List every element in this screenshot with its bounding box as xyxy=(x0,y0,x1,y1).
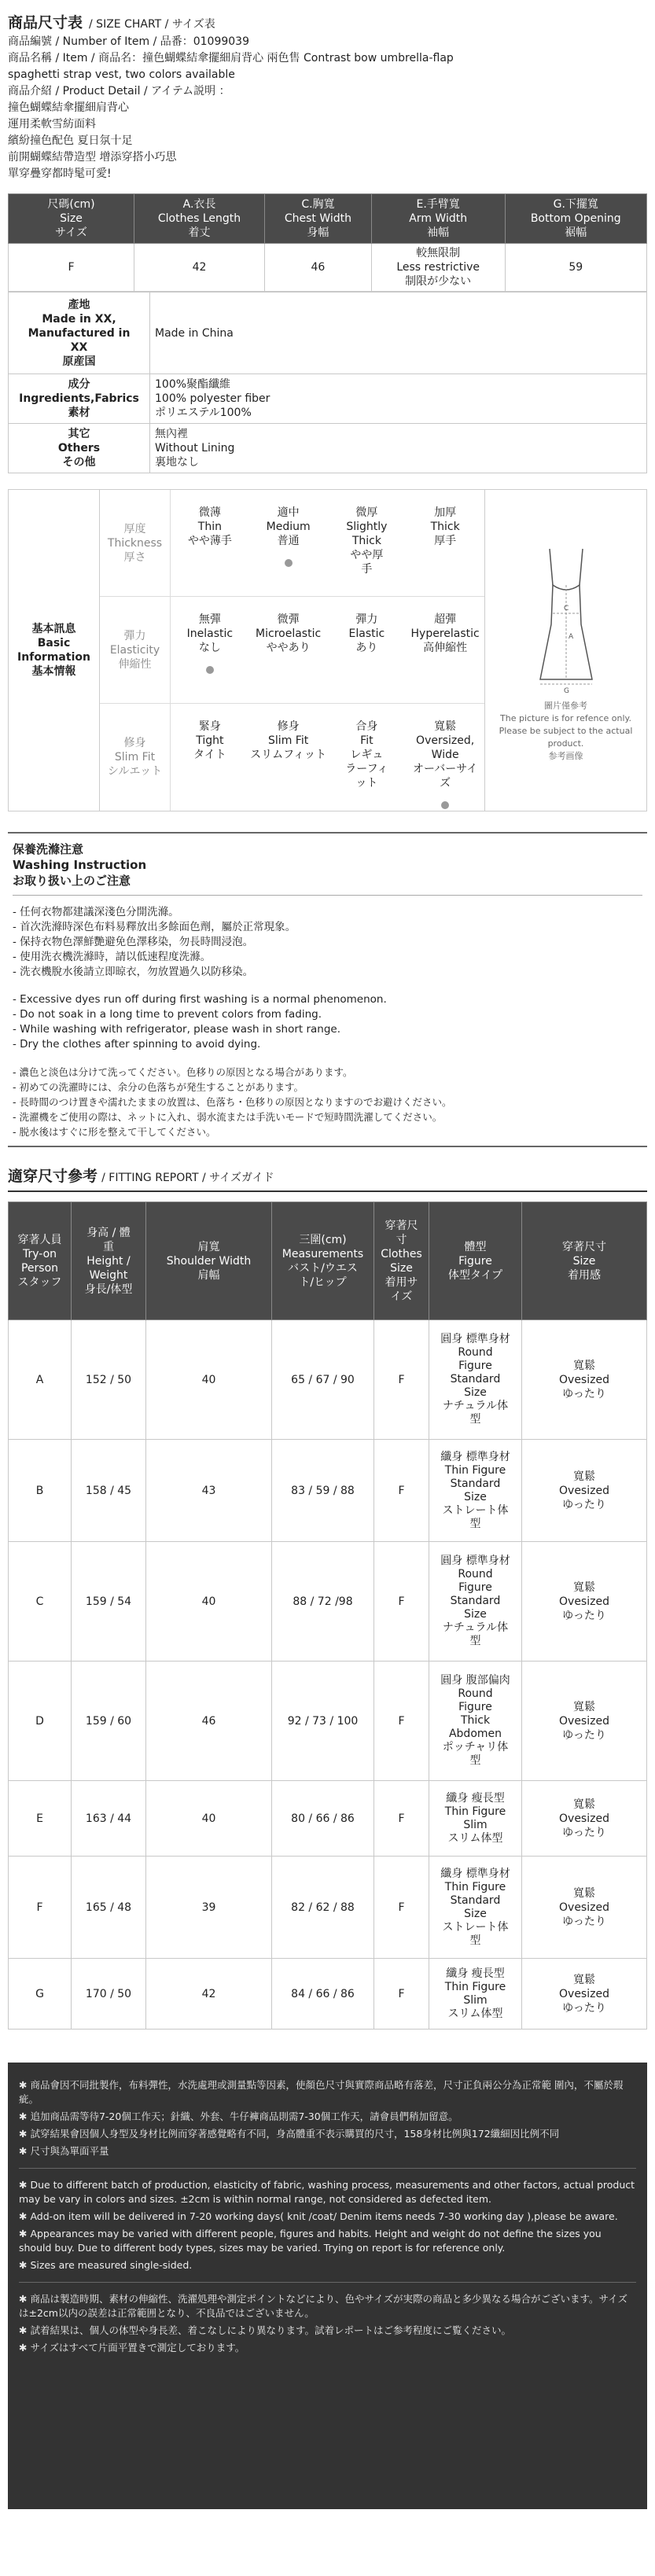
figure-cell: 纖身 標準身材 Thin Figure Standard Size ストレート体 型 xyxy=(429,1440,522,1542)
fit-cell: 寬鬆 Ovesized ゆったり xyxy=(522,1959,647,2030)
info-line: 運用柔軟雪紡面料 xyxy=(8,118,96,131)
other-label: 其它 Others その他 xyxy=(9,424,150,473)
material-value: 100%聚酯纖維 100% polyester fiber ポリエステル100% xyxy=(150,374,647,424)
material-row xyxy=(9,374,647,424)
fitting-subtitle: / FITTING REPORT / サイズガイド xyxy=(101,1172,274,1184)
measure-letter-a: A xyxy=(568,633,573,641)
shoulder-cell: 42 xyxy=(146,1959,272,2030)
info-line: 前開蝴蝶結帶造型 增添穿搭小巧思 xyxy=(8,151,177,164)
thickness-medium: 適中 Medium 普通 xyxy=(249,490,328,597)
hw-cell: 165 / 48 xyxy=(72,1857,146,1959)
elasticity-label: 彈力 Elasticity 伸縮性 xyxy=(100,597,171,704)
notes-zh: ✱ 商品會因不同批製作，布料彈性，水洗處理或測量點等因素，使顏色尺寸與實際商品略有落差，尺寸正負兩公分為正常範 圍內，不屬於瑕疵。 ✱ 追加商品需等待7-20個工作天；針織、外套、牛仔褲商品則需7-30個工作天，請會員們稍加留意。 ✱ 試穿結果會因個人身型及身材比例而穿著感覺略有不同，身高體重不表示購買的尺寸，158身材比例與172纖細因比例不同 ✱ 尺寸與為單面平量 xyxy=(19,2069,636,2169)
size-cell: F xyxy=(374,1662,429,1781)
fitting-heading xyxy=(8,1165,647,1192)
figure-cell: 纖身 標準身材 Thin Figure Standard Size ストレート体 型 xyxy=(429,1857,522,1959)
table-row xyxy=(9,244,647,292)
selected-dot-icon xyxy=(441,801,449,809)
shoulder-cell: 46 xyxy=(146,1662,272,1781)
meas-cell: 88 / 72 /98 xyxy=(272,1542,374,1662)
elasticity-inelastic: 無彈 Inelastic なし xyxy=(171,597,249,704)
measure-letter-c: C xyxy=(563,605,569,613)
size-cell: F xyxy=(374,1440,429,1542)
basic-info-label: 基本訊息 Basic Information 基本情報 xyxy=(9,490,100,811)
basic-info-panel xyxy=(8,489,647,811)
fit-cell: 寬鬆 Ovesized ゆったり xyxy=(522,1440,647,1542)
size-table-header xyxy=(9,194,647,244)
selected-dot-icon xyxy=(206,666,214,674)
shoulder-cell: 39 xyxy=(146,1857,272,1959)
table-row xyxy=(9,1440,647,1542)
info-line: spaghetti strap vest, two colors available xyxy=(8,68,235,81)
meta-table xyxy=(8,292,647,473)
size-value: F xyxy=(9,244,134,292)
person-cell: G xyxy=(9,1959,72,2030)
info-line: 商品編號 / Number of Item / 品番：01099039 xyxy=(8,35,249,48)
fit-tight: 緊身 Tight タイト xyxy=(193,720,226,761)
col-bottom: G.下擺寬 Bottom Opening 裾幅 xyxy=(505,194,647,244)
meas-cell: 83 / 59 / 88 xyxy=(272,1440,374,1542)
fit-cell: 寬鬆 Ovesized ゆったり xyxy=(522,1781,647,1857)
size-table xyxy=(8,193,647,292)
origin-value: Made in China xyxy=(150,293,647,374)
figure-cell: 纖身 瘦長型 Thin Figure Slim スリム体型 xyxy=(429,1959,522,2030)
fit-label: 修身 Slim Fit シルエット xyxy=(100,704,171,811)
fit-cell: 寬鬆 Ovesized ゆったり xyxy=(522,1857,647,1959)
col-shoulder: 肩寬 Shoulder Width 肩幅 xyxy=(146,1202,272,1320)
selected-dot-icon xyxy=(285,559,293,567)
table-row xyxy=(9,1857,647,1959)
col-person: 穿著人員 Try-on Person スタッフ xyxy=(9,1202,72,1320)
origin-row xyxy=(9,293,647,374)
shoulder-cell: 43 xyxy=(146,1440,272,1542)
person-cell: B xyxy=(9,1440,72,1542)
notes-en: ✱ Due to different batch of production, elasticity of fabric, washing process, measurements and other factors, actual product may be vary in colors and sizes. ±2cm is within normal range, not considered as defected item. ✱ Add-on item will be delivered in 7-20 working days( knit /coat/ Denim items needs 7-30 working day ),please be aware. ✱ Appearances may be varied with different people, figures and habits. Height and weight do not define the sizes you should buy. Due to different body types, sizes may be varied. Trying on report is for reference only. ✱ Sizes are measured single-sided. xyxy=(19,2169,636,2283)
shoulder-cell: 40 xyxy=(146,1320,272,1440)
shoulder-cell: 40 xyxy=(146,1781,272,1857)
notes-panel xyxy=(8,2063,647,2509)
elasticity-hyper: 超彈 Hyperelastic 高伸縮性 xyxy=(406,597,484,704)
material-label: 成分 Ingredients,Fabrics 素材 xyxy=(9,374,150,424)
fit-slim: 修身 Slim Fit スリムフィット xyxy=(250,720,327,761)
tank-dress-icon xyxy=(523,538,609,695)
table-row xyxy=(9,1781,647,1857)
figure-cell: 纖身 瘦長型 Thin Figure Slim スリム体型 xyxy=(429,1781,522,1857)
shoulder-cell: 40 xyxy=(146,1542,272,1662)
fitting-table xyxy=(8,1202,647,2030)
table-row xyxy=(9,1320,647,1440)
col-arm: E.手臂寬 Arm Width 袖幅 xyxy=(371,194,505,244)
meas-cell: 82 / 62 / 88 xyxy=(272,1857,374,1959)
size-cell: F xyxy=(374,1542,429,1662)
measure-letter-g: G xyxy=(563,687,569,695)
person-cell: E xyxy=(9,1781,72,1857)
thickness-label: 厚度 Thickness 厚さ xyxy=(100,490,171,597)
person-cell: A xyxy=(9,1320,72,1440)
picture-caption: 圖片僅參考 The picture is for refence only. Please be subject to the actual product. 参考画像 xyxy=(499,701,633,761)
attribute-grid xyxy=(100,490,485,811)
fitting-title: 適穿尺寸參考 xyxy=(8,1168,98,1185)
thickness-thick: 加厚 Thick 厚手 xyxy=(406,490,484,597)
origin-label: 產地 Made in XX, Manufactured in XX 原産国 xyxy=(9,293,150,374)
info-line: 撞色蝴蝶結傘擺細肩背心 xyxy=(8,101,129,114)
chest-value: 46 xyxy=(265,244,372,292)
other-value: 無內裡 Without Lining 裏地なし xyxy=(150,424,647,473)
figure-cell: 圓身 腹部偏肉 Round Figure Thick Abdomen ポッチャリ体 型 xyxy=(429,1662,522,1781)
washing-zh: - 任何衣物都建議深淺色分開洗滌。 - 首次洗滌時深色布料易釋放出多餘面色劑，屬於正常現象。 - 保持衣物色澤鮮艷避免色澤移染，勿長時間浸泡。 - 使用洗衣機洗滌時，請以低速程度洗滌。 - 洗衣機脫水後請立即晾衣，勿放置過久以防移染。 xyxy=(13,906,296,978)
washing-instruction xyxy=(8,832,647,1147)
product-info xyxy=(8,34,647,182)
meas-cell: 84 / 66 / 86 xyxy=(272,1959,374,2030)
col-clothes-size: 穿著尺 寸 Clothes Size 着用サ イズ xyxy=(374,1202,429,1320)
col-chest: C.胸寬 Chest Width 身幅 xyxy=(265,194,372,244)
washing-ja: - 濃色と淡色は分けて洗ってください。色移りの原因となる場合があります。 - 初めての洗濯時には、余分の色落ちが発生することがあります。 - 長時間のつけ置きや濡れたままの放置は、色落ち・色移りの原因となりますのでお避けください。 - 洗濯機をご使用の際は、ネットに入れ、弱水流または手洗いモードで短時間洗濯してください。 - 脱水後はすぐに形を整えて干してください。 xyxy=(13,1066,452,1138)
size-cell: F xyxy=(374,1781,429,1857)
thickness-thin: 微薄 Thin やや薄手 xyxy=(171,490,249,597)
arm-value: 較無限制 Less restrictive 制限が少ない xyxy=(371,244,505,292)
person-cell: F xyxy=(9,1857,72,1959)
fitting-table-header xyxy=(9,1202,647,1320)
col-measurements: 三圍(cm) Measurements バスト/ウエス ト/ヒップ xyxy=(272,1202,374,1320)
meas-cell: 80 / 66 / 86 xyxy=(272,1781,374,1857)
fit-oversized: 寬鬆 Oversized, Wide オーバーサイ ズ xyxy=(406,704,484,811)
info-line: 繽紛撞色配色 夏日氛十足 xyxy=(8,134,133,147)
col-length: A.衣長 Clothes Length 着丈 xyxy=(134,194,265,244)
col-fit: 穿著尺寸 Size 着用感 xyxy=(522,1202,647,1320)
fit-cell: 寬鬆 Ovesized ゆったり xyxy=(522,1542,647,1662)
size-cell: F xyxy=(374,1857,429,1959)
col-figure: 體型 Figure 体型タイプ xyxy=(429,1202,522,1320)
hw-cell: 163 / 44 xyxy=(72,1781,146,1857)
table-row xyxy=(9,1542,647,1662)
elasticity-micro: 微彈 Microelastic ややあり xyxy=(249,597,328,704)
hw-cell: 159 / 54 xyxy=(72,1542,146,1662)
washing-body xyxy=(13,895,642,1139)
hw-cell: 159 / 60 xyxy=(72,1662,146,1781)
length-value: 42 xyxy=(134,244,265,292)
fit-cell: 寬鬆 Ovesized ゆったり xyxy=(522,1320,647,1440)
figure-cell: 圓身 標準身材 Round Figure Standard Size ナチュラル体 型 xyxy=(429,1542,522,1662)
meas-cell: 65 / 67 / 90 xyxy=(272,1320,374,1440)
size-chart-heading xyxy=(8,11,647,32)
size-cell: F xyxy=(374,1320,429,1440)
hw-cell: 170 / 50 xyxy=(72,1959,146,2030)
other-row xyxy=(9,424,647,473)
notes-ja: ✱ 商品は製造時期、素材の伸縮性、洗濯処理や測定ポイントなどにより、色やサイズが実際の商品と多少異なる場合がございます。サイズは±2cm以内の誤差は正常範囲となり、不良品ではございません。 ✱ 試着結果は、個人の体型や身長差、着こなしにより異なります。試着レポートはご参考程度にご覧ください。 ✱ サイズはすべて片面平置きで測定しております。 xyxy=(19,2293,627,2353)
size-cell: F xyxy=(374,1959,429,2030)
info-line: 商品介紹 / Product Detail / アイテム説明 ： xyxy=(8,85,230,98)
info-line: 單穿疊穿都時髦可愛! xyxy=(8,167,112,180)
fit-regular: 合身 Fit レギュ ラーフィ ット xyxy=(345,720,388,789)
washing-title: 保養洗滌注意 Washing Instruction お取り扱い上のご注意 xyxy=(13,842,147,888)
person-cell: C xyxy=(9,1542,72,1662)
hw-cell: 158 / 45 xyxy=(72,1440,146,1542)
size-chart-title: 商品尺寸表 xyxy=(8,14,83,31)
washing-en: - Excessive dyes run off during first washing is a normal phenomenon. - Do not soak in a long time to prevent colors from fading. - While washing with refrigerator, please wash in short range. - Dry the clothes after spinning to avoid dying. xyxy=(13,993,387,1051)
col-height-weight: 身高 / 體 重 Height / Weight 身長/体型 xyxy=(72,1202,146,1320)
hw-cell: 152 / 50 xyxy=(72,1320,146,1440)
size-chart-subtitle: / SIZE CHART / サイズ表 xyxy=(89,18,215,31)
table-row xyxy=(9,1959,647,2030)
info-line: 商品名稱 / Item / 商品名：撞色蝴蝶結傘擺細肩背心 兩色售 Contrast bow umbrella-flap xyxy=(8,52,454,64)
thickness-slightly-thick: 微厚 Slightly Thick やや厚 手 xyxy=(328,490,407,597)
garment-diagram xyxy=(485,490,646,811)
table-row xyxy=(9,1662,647,1781)
bottom-value: 59 xyxy=(505,244,647,292)
person-cell: D xyxy=(9,1662,72,1781)
figure-cell: 圓身 標準身材 Round Figure Standard Size ナチュラル体 型 xyxy=(429,1320,522,1440)
col-size: 尺碼(cm) Size サイズ xyxy=(9,194,134,244)
product-header xyxy=(8,11,647,2509)
fit-cell: 寬鬆 Ovesized ゆったり xyxy=(522,1662,647,1781)
meas-cell: 92 / 73 / 100 xyxy=(272,1662,374,1781)
elasticity-elastic: 彈力 Elastic あり xyxy=(328,597,407,704)
